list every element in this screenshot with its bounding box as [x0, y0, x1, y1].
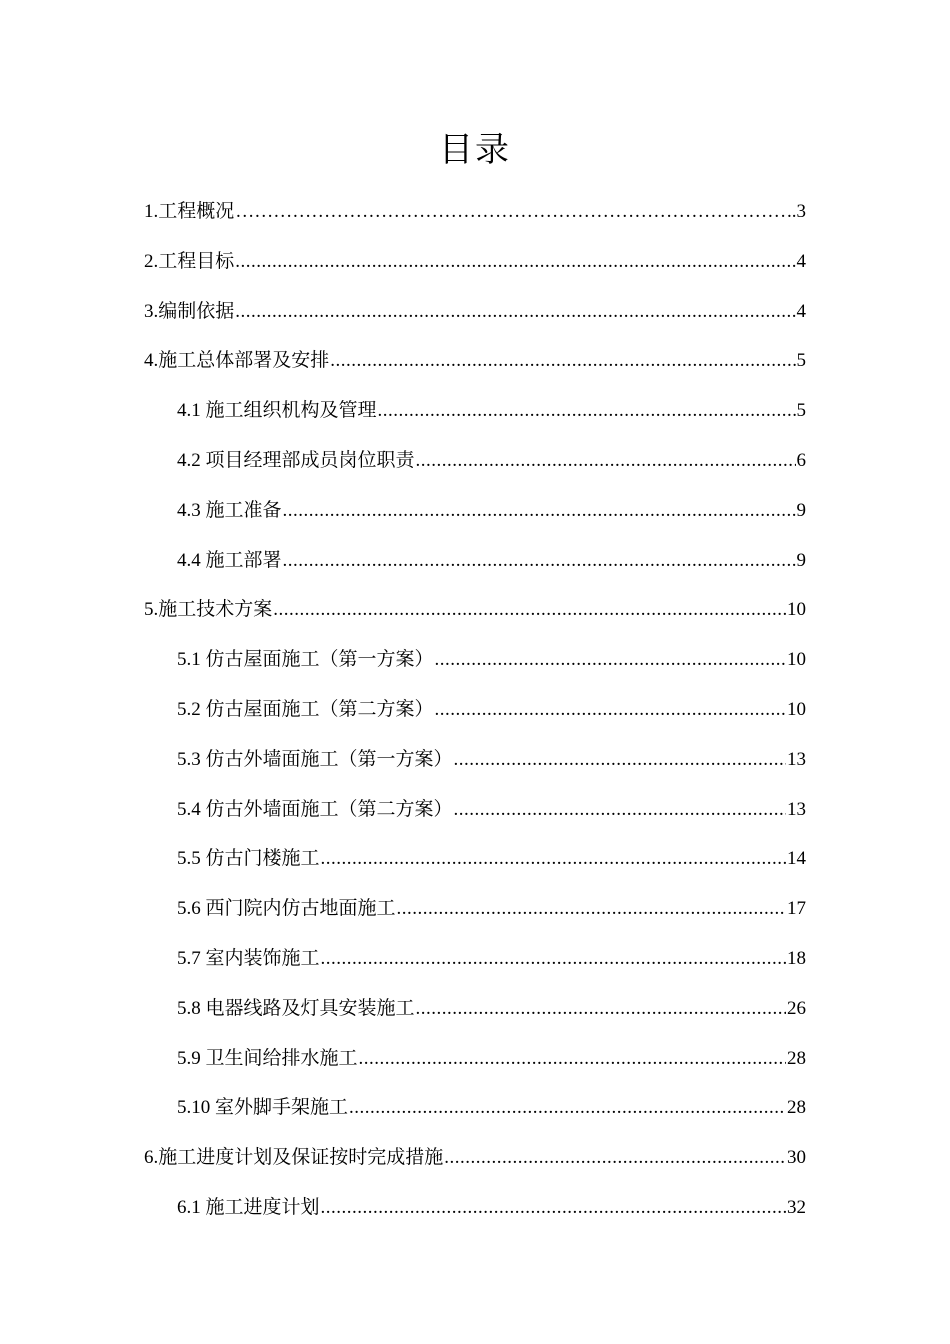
toc-entry-label: 2.工程目标: [144, 250, 235, 272]
toc-dot-leader: [283, 498, 796, 524]
toc-entry-label: 5.7 室内装饰施工: [177, 948, 320, 969]
toc-dot-leader: [235, 299, 795, 325]
toc-entry[interactable]: [177, 773, 806, 823]
toc-page-number: 4: [796, 300, 806, 322]
toc-page-number: 18: [787, 948, 806, 969]
toc-dot-leader: [349, 1095, 786, 1121]
toc-entry-label: 5.10 室外脚手架施工: [177, 1097, 349, 1119]
toc-dot-leader: [321, 946, 786, 972]
toc-page-number: 9: [796, 549, 806, 571]
toc-entry-label: 5.8 电器线路及灯具安装施工: [177, 997, 415, 1019]
toc-entry[interactable]: [144, 225, 806, 275]
toc-dot-leader: [454, 797, 786, 823]
toc-entry[interactable]: [177, 922, 806, 972]
toc-entry-label: 6.施工进度计划及保证按时完成措施: [144, 1147, 444, 1169]
toc-entry-label: 4.3 施工准备: [177, 499, 282, 521]
toc-entry-label: 5.9 卫生间给排水施工: [177, 1047, 358, 1069]
toc-page-number: 5: [796, 400, 806, 422]
toc-dot-leader: [359, 1046, 786, 1072]
toc-dot-leader: [273, 597, 786, 623]
toc-dot-leader: [321, 846, 786, 872]
toc-page-number: 28: [787, 1097, 806, 1119]
toc-entry[interactable]: [177, 1071, 806, 1121]
toc-entry-label: 3.编制依据: [144, 300, 235, 322]
toc-page-number: 17: [787, 898, 806, 920]
toc-entry[interactable]: [177, 474, 806, 524]
toc-dot-leader: [416, 996, 786, 1022]
toc-entry-label: 4.1 施工组织机构及管理: [177, 400, 377, 422]
toc-page-number: 10: [787, 649, 806, 671]
toc-entry-label: 1.工程概况: [144, 201, 235, 222]
toc-entry[interactable]: [177, 1022, 806, 1072]
toc-dot-leader: [416, 448, 796, 474]
toc-dot-leader: [330, 348, 795, 374]
toc-entry[interactable]: [144, 175, 806, 225]
toc-entry-label: 5.4 仿古外墙面施工（第二方案）: [177, 798, 453, 820]
toc-entry-label: 4.施工总体部署及安排: [144, 350, 330, 372]
toc-title: 目录: [439, 132, 511, 169]
toc-entry[interactable]: [144, 324, 806, 374]
toc-page-number: 14: [787, 848, 806, 870]
toc-entry[interactable]: [177, 972, 806, 1022]
toc-entry[interactable]: [177, 424, 806, 474]
toc-entry-label: 4.4 施工部署: [177, 549, 282, 571]
toc-dot-leader: [397, 896, 786, 922]
toc-entry[interactable]: [177, 673, 806, 723]
toc-entry-label: 5.2 仿古屋面施工（第二方案）: [177, 699, 434, 720]
toc-page-number: 6: [796, 450, 806, 471]
toc-page-number: 5: [796, 350, 806, 372]
toc-entry[interactable]: [177, 524, 806, 574]
toc-entry-label: 5.1 仿古屋面施工（第一方案）: [177, 649, 434, 671]
toc-dot-leader: [235, 199, 790, 225]
toc-entry-label: 5.施工技术方案: [144, 599, 273, 621]
toc-entry-label: 4.2 项目经理部成员岗位职责: [177, 450, 415, 471]
toc-page-number: 10: [787, 599, 806, 621]
toc-page-number: 32: [787, 1197, 806, 1218]
toc-dot-leader: [321, 1195, 786, 1221]
toc-page-number: 4: [796, 250, 806, 272]
toc-dot-leader: [235, 249, 795, 275]
toc-dot-leader: [435, 647, 786, 673]
toc-page-number: 30: [787, 1147, 806, 1169]
toc-page-number: 28: [787, 1047, 806, 1069]
toc-entry-label: 5.6 西门院内仿古地面施工: [177, 898, 396, 920]
toc-entry-label: 5.3 仿古外墙面施工（第一方案）: [177, 748, 453, 770]
toc-page-number: 13: [787, 798, 806, 820]
toc-entry-label: 6.1 施工进度计划: [177, 1197, 320, 1218]
toc-entry-label: 5.5 仿古门楼施工: [177, 848, 320, 870]
toc-page-number: 26: [787, 997, 806, 1019]
toc-entry[interactable]: [144, 573, 806, 623]
toc-dot-leader: [454, 747, 786, 773]
toc-entry[interactable]: [144, 1121, 806, 1171]
toc-entry[interactable]: [177, 623, 806, 673]
toc-dot-leader: [435, 697, 786, 723]
toc-dot-leader: [444, 1145, 786, 1171]
toc-entry[interactable]: [177, 374, 806, 424]
toc-dot-leader: [283, 548, 796, 574]
toc-entry[interactable]: [177, 723, 806, 773]
toc-dot-leader: [378, 398, 796, 424]
toc-entry[interactable]: [177, 1171, 806, 1221]
toc-page-number: 13: [787, 748, 806, 770]
toc-page-number: 10: [787, 699, 806, 720]
toc-entry[interactable]: [177, 872, 806, 922]
toc-page-number: 9: [796, 499, 806, 521]
toc-entry[interactable]: [144, 275, 806, 325]
toc-page-number: .3: [791, 201, 806, 222]
toc-entry[interactable]: [177, 822, 806, 872]
